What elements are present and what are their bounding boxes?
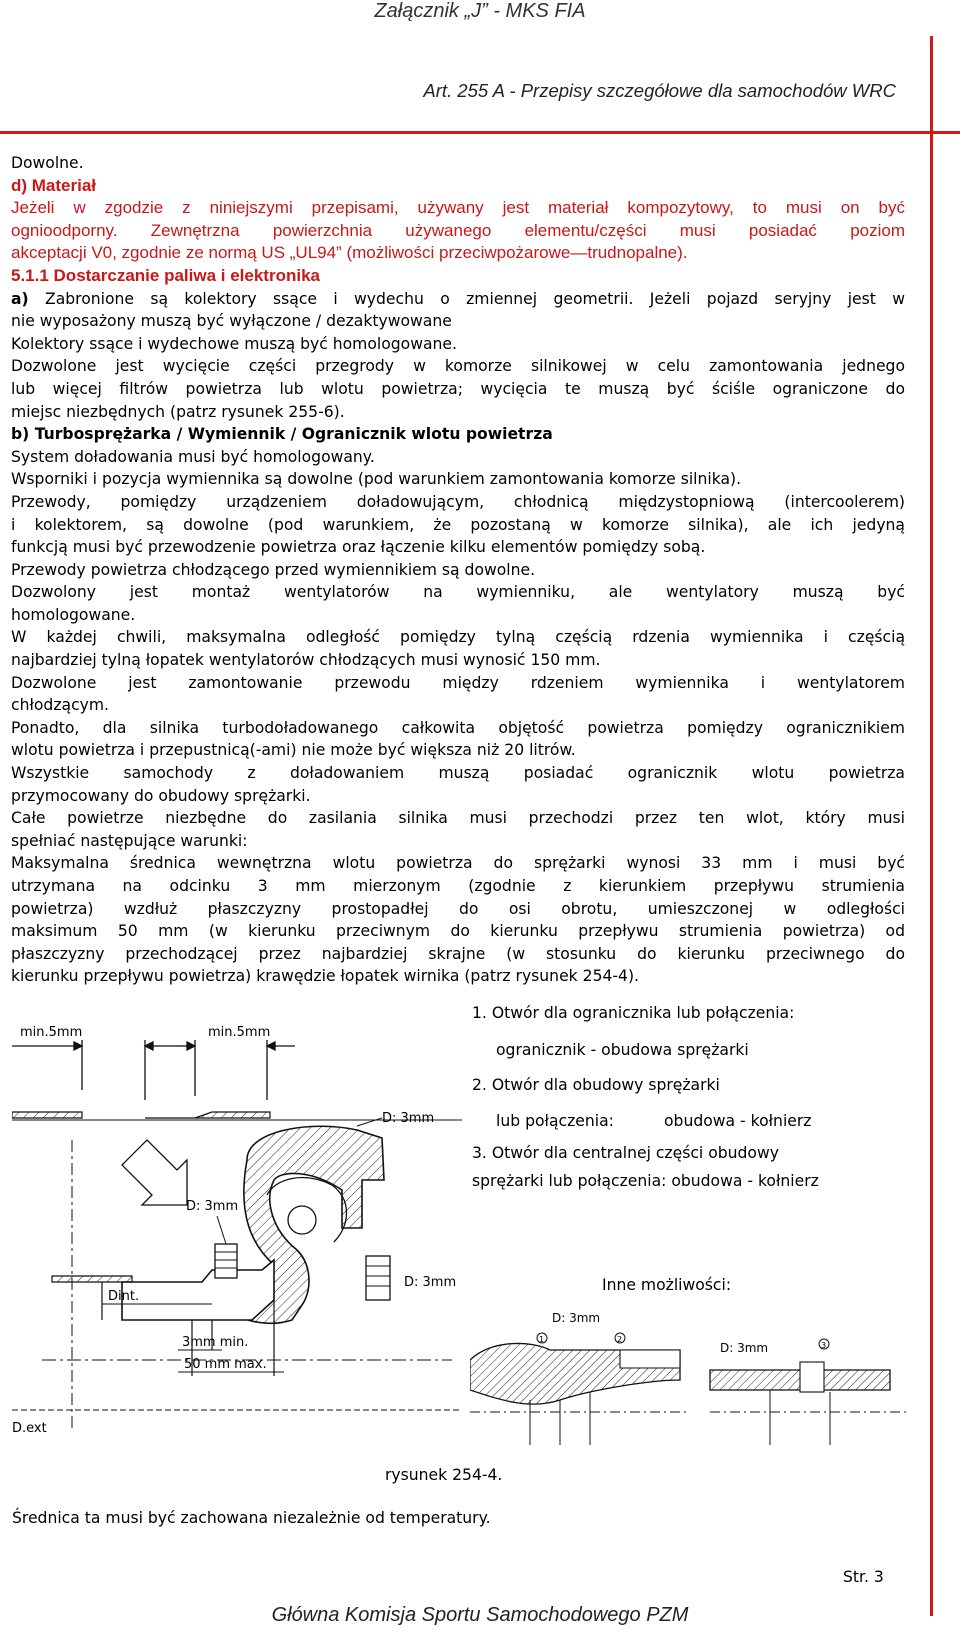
paragraph-a	[11, 288, 905, 311]
paragraph-wsporniki: Wsporniki i pozycja wymiennika są dowolne (pod warunkiem zamontowania komorze silnika).	[11, 470, 742, 489]
przegroda-line-2: lub więcej filtrów powietrza lub wlotu powietrza; wycięcia te muszą być ściśle ograniczone do	[11, 379, 905, 398]
legend-1b: ogranicznik - obudowa sprężarki	[496, 1041, 749, 1059]
legend-inne: Inne możliwości:	[602, 1276, 732, 1294]
label-alt-n1: 1	[539, 1335, 545, 1344]
wentylatory-line-1: Dozwolony jest montaż wentylatorów na wymienniku, ale wentylatory muszą być	[11, 583, 905, 602]
odleglosc-line-1: W każdej chwili, maksymalna odległość pomiędzy tylną częścią rdzenia wymiennika i częścią	[11, 628, 905, 647]
label-alt-d3-b: D: 3mm	[720, 1341, 769, 1355]
objetosc-line-2: wlotu powietrza i przepustnicą(-ami) nie może być większa niż 20 litrów.	[11, 741, 576, 760]
odleglosc-line-2: najbardziej tylną łopatek wentylatorów chłodzących musi wynosić 150 mm.	[11, 651, 601, 670]
material-line-3: akceptacji V0, zgodnie ze normą US „UL94” (możliwości przeciwpożarowe—trudnopalne).	[11, 243, 688, 263]
max-line-4: maksimum 50 mm (w kierunku przeciwnym do kierunku przepływu strumienia powietrza) od	[11, 922, 905, 941]
heading-material: d) Materiał	[11, 175, 97, 195]
paragraph-a-text: Zabronione są kolektory ssące i wydechu o zmiennej geometrii. Jeżeli pojazd seryjny jest w	[28, 289, 905, 308]
restrictor-drawing-main	[12, 1020, 462, 1440]
label-alt-n2: 2	[617, 1335, 623, 1344]
legend-3a: 3. Otwór dla centralnej części obudowy	[472, 1144, 779, 1162]
label-alt-n3: 3	[821, 1341, 827, 1350]
label-d3-right: D: 3mm	[404, 1275, 457, 1290]
figure-caption: rysunek 254-4.	[385, 1466, 503, 1484]
label-min5-left-text: min.5mm	[20, 1025, 83, 1040]
max-line-1: Maksymalna średnica wewnętrzna wlotu powietrza do sprężarki wynosi 33 mm i musi być	[11, 854, 905, 873]
cale-line-2: spełniać następujące warunki:	[11, 831, 248, 850]
heading-b: b) Turbosprężarka / Wymiennik / Ogranicznik wlotu powietrza	[11, 425, 553, 444]
legend-2c: obudowa - kołnierz	[664, 1112, 812, 1130]
restrictor-drawing-alternatives	[470, 1300, 910, 1450]
ogranicznik-line-2: przymocowany do obudowy sprężarki.	[11, 786, 311, 805]
max-line-6: kierunku przepływu powietrza) krawędzie łopatek wirnika (patrz rysunek 254-4).	[11, 967, 639, 986]
legend-2a: 2. Otwór dla obudowy sprężarki	[472, 1076, 720, 1094]
cale-line-1: Całe powietrze niezbędne do zasilania silnika musi przechodzi przez ten wlot, który musi	[11, 809, 905, 828]
page-footer: Główna Komisja Sportu Samochodowego PZM	[271, 1604, 689, 1626]
paragraph-system: System doładowania musi być homologowany.	[11, 447, 375, 466]
heading-511: 5.1.1 Dostarczanie paliwa i elektronika	[11, 265, 320, 285]
paragraph-a-2: nie wyposażony muszą być wyłączone / dezaktywowane	[11, 312, 452, 331]
label-d3-mid: D: 3mm	[186, 1199, 239, 1214]
label-dext: D.ext	[12, 1421, 47, 1436]
document-title: Załącznik „J” - MKS FIA	[374, 0, 586, 22]
main-text	[11, 152, 905, 988]
max-line-2: utrzymana na odcinku 3 mm mierzonym (zgodnie z kierunkiem przepływu strumienia	[11, 877, 905, 895]
label-dint: Dint.	[108, 1289, 140, 1304]
material-line-1: Jeżeli w zgodzie z niniejszymi przepisami, używany jest materiał kompozytowy, to musi on być	[11, 198, 905, 218]
przewody-line-2: i kolektorem, są dowolne (pod warunkiem, że pozostaną w komorze silnika), ale ich jedyną	[11, 515, 905, 534]
header-rule	[0, 131, 960, 134]
przewod-line-1: Dozwolone jest zamontowanie przewodu między rdzeniem wymiennika i wentylatorem	[11, 673, 905, 692]
paragraph-dowolne: Dowolne.	[11, 154, 84, 172]
wentylatory-line-2: homologowane.	[11, 605, 136, 624]
label-d3-top: D: 3mm	[382, 1111, 435, 1126]
material-line-2: ognioodporny. Zewnętrzna powierzchnia używanego elementu/części musi posiadać poziom	[11, 220, 905, 240]
label-min5-right-text: min.5mm	[208, 1025, 271, 1040]
przewody-line-3: funkcją musi być przewodzenie powietrza oraz łączenie kilku elementów pomiędzy sobą.	[11, 538, 706, 557]
max-line-3: powietrza) wzdłuż płaszczyzny prostopadłej do osi obrotu, umieszczonej w odległości	[11, 899, 905, 918]
legend-1a: 1. Otwór dla ogranicznika lub połączenia:	[472, 1004, 795, 1022]
max-line-5: płaszczyzny przechodzącej przez najbardziej skrajne (w stosunku do kierunku przeciwnego do	[11, 944, 905, 963]
document-subtitle: Art. 255 A - Przepisy szczegółowe dla samochodów WRC	[423, 80, 896, 101]
przegroda-line-3: miejsc niezbędnych (patrz rysunek 255-6).	[11, 402, 345, 421]
legend-2b: lub połączenia:	[496, 1112, 614, 1130]
ogranicznik-line-1: Wszystkie samochody z doładowaniem muszą posiadać ogranicznik wlotu powietrza	[11, 764, 905, 783]
margin-rule	[930, 36, 933, 1616]
page-number: Str. 3	[843, 1568, 884, 1586]
paragraph-chlodzace: Przewody powietrza chłodzącego przed wymiennikiem są dowolne.	[11, 560, 536, 579]
paragraph-kolektory: Kolektory ssące i wydechowe muszą być homologowane.	[11, 334, 457, 353]
przewod-line-2: chłodzącym.	[11, 696, 110, 715]
objetosc-line-1: Ponadto, dla silnika turbodoładowanego całkowita objętość powietrza pomiędzy ogranicznikiem	[11, 718, 905, 737]
label-50mm-max: 50 mm max.	[184, 1357, 267, 1372]
label-3mm-min: 3mm min.	[182, 1335, 249, 1350]
przewody-line-1: Przewody, pomiędzy urządzeniem doładowującym, chłodnicą międzystopniową (intercoolerem)	[11, 492, 905, 511]
label-a: a)	[11, 289, 29, 308]
label-alt-d3-a: D: 3mm	[552, 1311, 601, 1325]
legend-3b: sprężarki lub połączenia: obudowa - kołnierz	[472, 1172, 819, 1190]
przegroda-line-1: Dozwolone jest wycięcie części przegrody w komorze silnikowej w celu zamontowania jednego	[11, 357, 905, 376]
footnote-text: Średnica ta musi być zachowana niezależnie od temperatury.	[12, 1509, 491, 1527]
